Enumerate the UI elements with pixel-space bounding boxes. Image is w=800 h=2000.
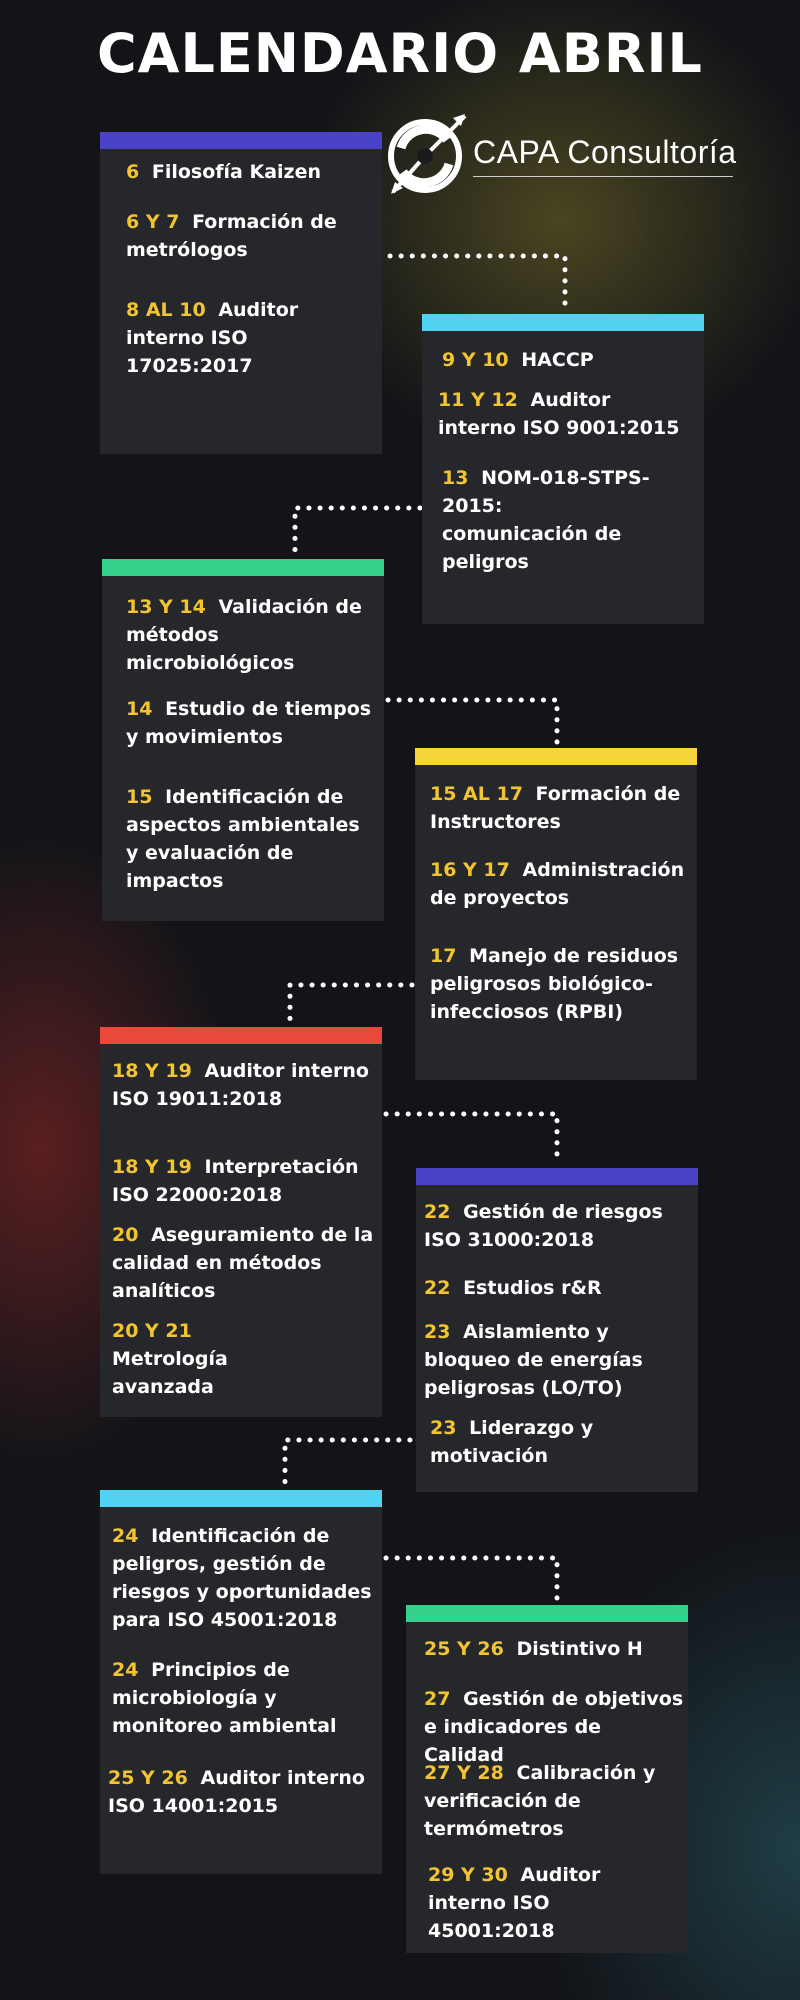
event-item: 27 Gestión de objetivos e indicadores de Calidad: [424, 1688, 684, 1766]
event-item: 25 Y 26 Auditor interno ISO 14001:2015: [108, 1767, 365, 1817]
card-color-bar: [100, 1027, 382, 1044]
event-card-6: [416, 1168, 698, 1492]
event-item: 24 Principios de microbiología y monitoreo ambiental: [112, 1659, 337, 1737]
event-card-7: [100, 1490, 382, 1874]
card-color-bar: [102, 559, 384, 576]
event-item: 20 Y 21 Metrología avanzada: [112, 1320, 228, 1398]
event-item: 25 Y 26 Distintivo H: [424, 1638, 643, 1660]
event-item: 17 Manejo de residuos peligrosos biológico-infecciosos (RPBI): [430, 945, 679, 1023]
event-item: 23 Liderazgo y motivación: [430, 1417, 594, 1467]
logo: [385, 112, 755, 197]
event-item: 11 Y 12 Auditor interno ISO 9001:2015: [438, 389, 680, 439]
event-card-4: [415, 748, 697, 1080]
event-item: 24 Identificación de peligros, gestión de riesgos y oportunidades para ISO 45001:2018: [112, 1525, 372, 1631]
event-card-8: [406, 1605, 688, 1953]
event-item: 22 Estudios r&R: [424, 1277, 602, 1299]
page-title: CALENDARIO ABRIL: [97, 22, 703, 85]
event-item: 13 NOM-018-STPS-2015: comunicación de peligros: [442, 467, 650, 573]
event-item: 18 Y 19 Interpretación ISO 22000:2018: [112, 1156, 359, 1206]
event-card-5: [100, 1027, 382, 1417]
event-item: 8 AL 10 Auditor interno ISO 17025:2017: [126, 299, 299, 377]
event-item: 14 Estudio de tiempos y movimientos: [126, 698, 372, 748]
card-color-bar: [415, 748, 697, 765]
event-item: 23 Aislamiento y bloqueo de energías peligrosas (LO/TO): [424, 1321, 643, 1399]
card-color-bar: [422, 314, 704, 331]
event-item: 13 Y 14 Validación de métodos microbiológicos: [126, 596, 362, 674]
event-item: 22 Gestión de riesgos ISO 31000:2018: [424, 1201, 663, 1251]
event-item: 20 Aseguramiento de la calidad en métodos analíticos: [112, 1224, 374, 1302]
event-item: 6 Y 7 Formación de metrólogos: [126, 211, 337, 261]
card-color-bar: [416, 1168, 698, 1185]
event-item: 15 AL 17 Formación de Instructores: [430, 783, 681, 833]
logo-icon: [385, 112, 470, 197]
event-item: 6 Filosofía Kaizen: [126, 161, 322, 183]
event-item: 9 Y 10 HACCP: [442, 349, 594, 371]
event-item: 16 Y 17 Administración de proyectos: [430, 859, 685, 909]
card-color-bar: [100, 132, 382, 149]
event-card-2: [422, 314, 704, 624]
event-item: 27 Y 28 Calibración y verificación de termómetros: [424, 1762, 656, 1840]
event-card-1: [100, 132, 382, 454]
card-color-bar: [406, 1605, 688, 1622]
event-item: 18 Y 19 Auditor interno ISO 19011:2018: [112, 1060, 369, 1110]
logo-underline: [473, 176, 733, 177]
event-item: 15 Identificación de aspectos ambientales y evaluación de impactos: [126, 786, 360, 892]
logo-text: CAPA Consultoría: [473, 134, 737, 170]
event-item: 29 Y 30 Auditor interno ISO 45001:2018: [428, 1864, 601, 1942]
event-card-3: [102, 559, 384, 921]
card-color-bar: [100, 1490, 382, 1507]
